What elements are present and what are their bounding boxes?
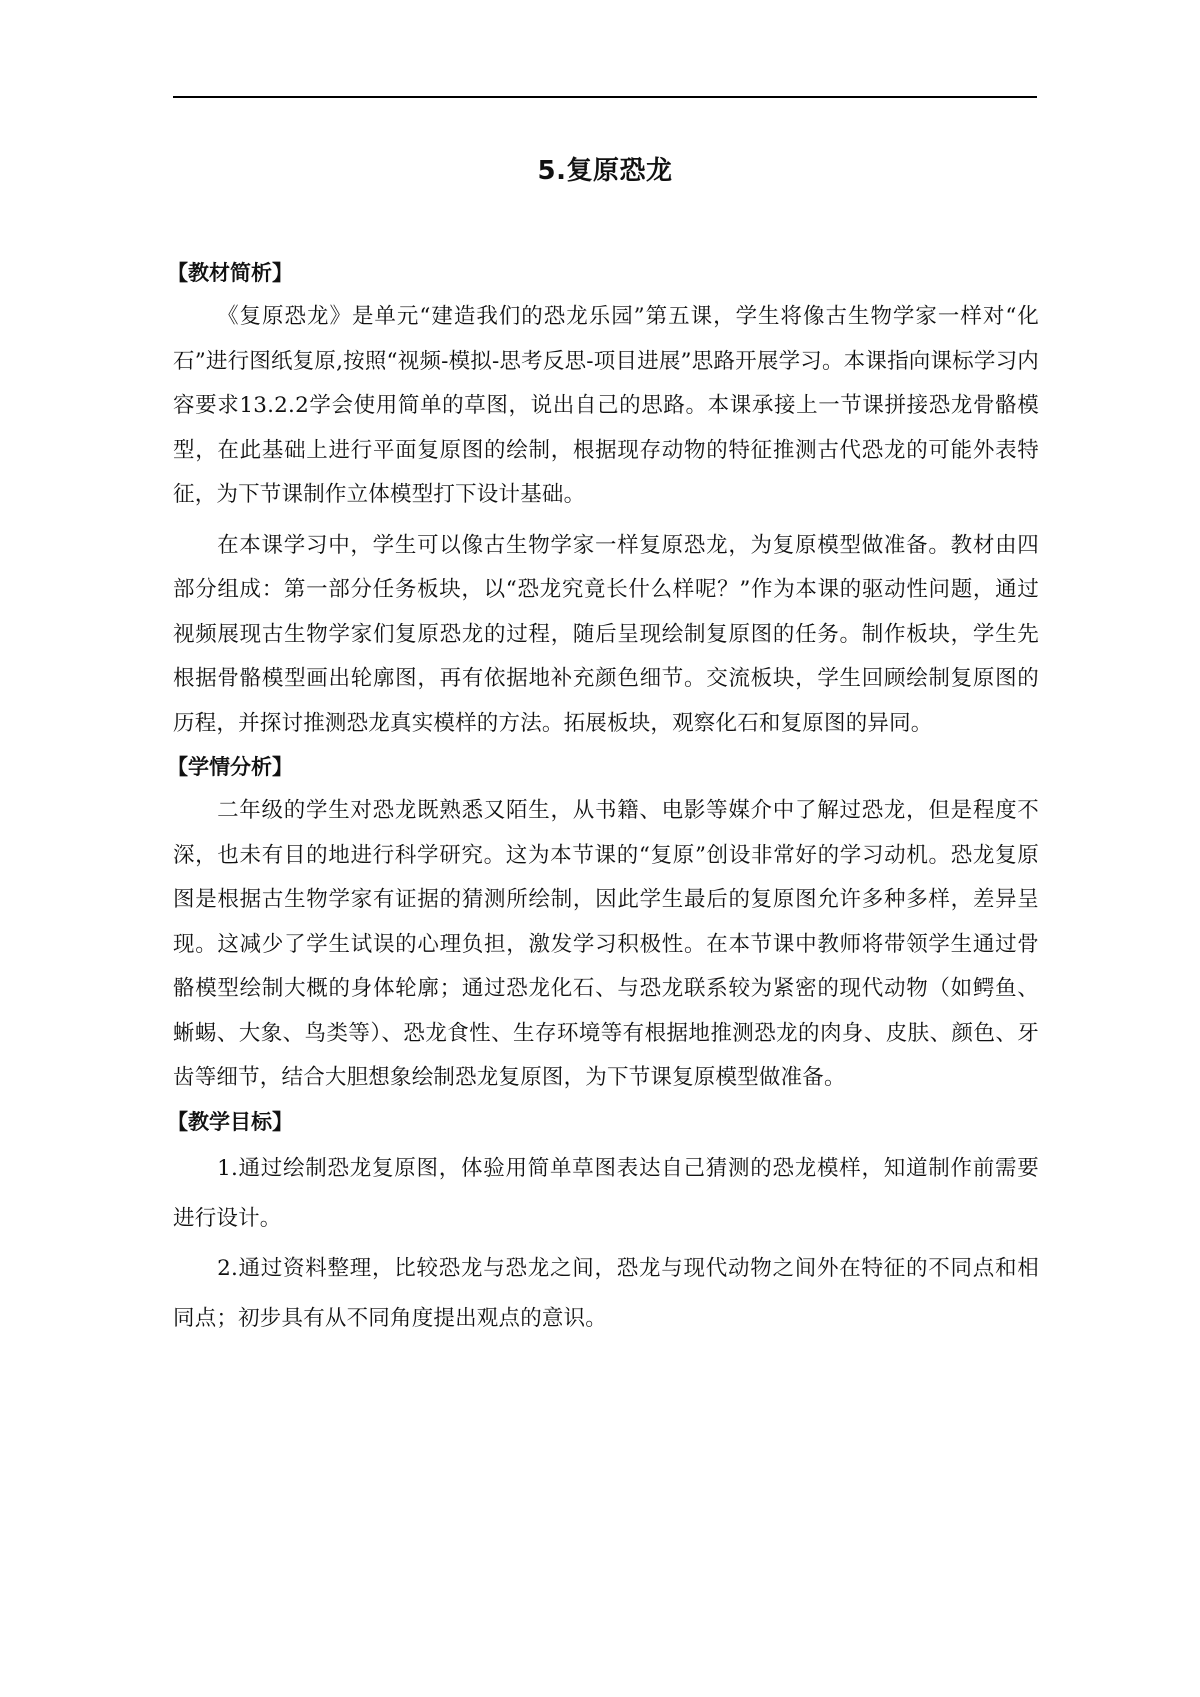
paragraph: 《复原恐龙》是单元“建造我们的恐龙乐园”第五课，学生将像古生物学家一样对“化石”进行图纸复原,按照“视频-模拟-思考反思-项目进展”思路开展学习。本课指向课标学习内容要求13.2.2学会使用简单的草图，说出自己的思路。本课承接上一节课拼接恐龙骨骼模型，在此基础上进行平面复原图的绘制，根据现存动物的特征推测古代恐龙的可能外表特征，为下节课制作立体模型打下设计基础。 [173,304,1039,507]
header-rule [173,96,1037,98]
section-textbook-analysis [167,252,1039,746]
goal-item: 2.通过资料整理，比较恐龙与恐龙之间，恐龙与现代动物之间外在特征的不同点和相同点；初步具有从不同角度提出观点的意识。 [173,1255,1039,1331]
section-teaching-goals [167,1101,1039,1344]
paragraph: 二年级的学生对恐龙既熟悉又陌生，从书籍、电影等媒介中了解过恐龙，但是程度不深，也未有目的地进行科学研究。这为本节课的“复原”创设非常好的学习动机。恐龙复原图是根据古生物学家有证据的猜测所绘制，因此学生最后的复原图允许多种多样，差异呈现。这减少了学生试误的心理负担，激发学习积极性。在本节课中教师将带领学生通过骨骼模型绘制大概的身体轮廓；通过恐龙化石、与恐龙联系较为紧密的现代动物（如鳄鱼、蜥蜴、大象、鸟类等）、恐龙食性、生存环境等有根据地推测恐龙的肉身、皮肤、颜色、牙齿等细节，结合大胆想象绘制恐龙复原图，为下节课复原模型做准备。 [173,798,1039,1090]
paragraph: 在本课学习中，学生可以像古生物学家一样复原恐龙，为复原模型做准备。教材由四部分组成：第一部分任务板块，以“恐龙究竟长什么样呢？”作为本课的驱动性问题，通过视频展现古生物学家们复原恐龙的过程，随后呈现绘制复原图的任务。制作板块，学生先根据骨骼模型画出轮廓图，再有依据地补充颜色细节。交流板块，学生回顾绘制复原图的历程，并探讨推测恐龙真实模样的方法。拓展板块，观察化石和复原图的异同。 [173,532,1039,736]
document-body [167,252,1039,1344]
section-heading: 【学情分析】 [167,755,293,779]
section-learner-analysis [167,746,1039,1101]
section-heading: 【教材简析】 [167,261,293,285]
goal-item: 1.通过绘制恐龙复原图，体验用简单草图表达自己猜测的恐龙模样，知道制作前需要进行设计。 [173,1155,1039,1231]
page-title: 5.复原恐龙 [537,156,673,186]
section-heading: 【教学目标】 [167,1109,293,1134]
